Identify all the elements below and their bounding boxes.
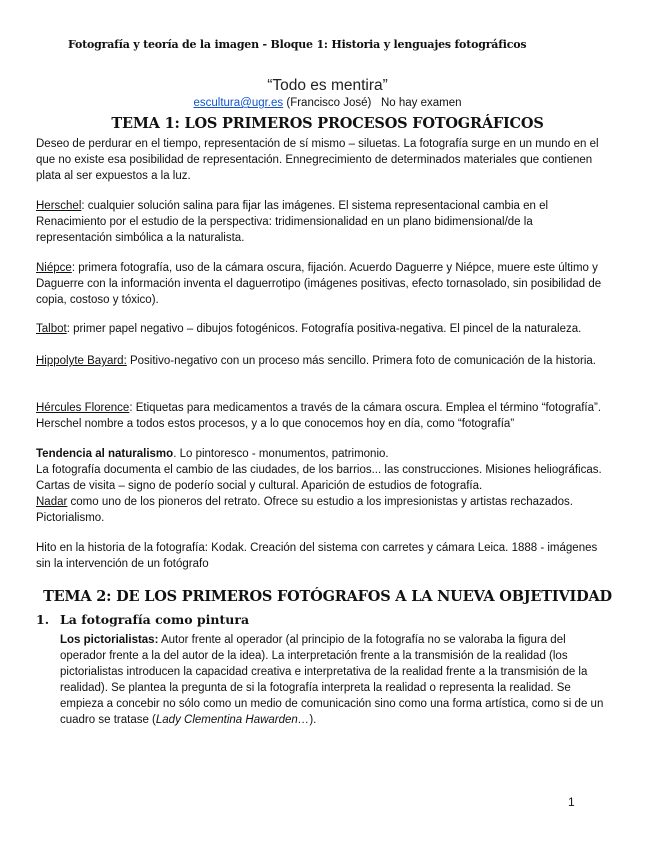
pictorialistas-label: Los pictorialistas:	[60, 634, 159, 646]
tema1-heading: TEMA 1: LOS PRIMEROS PROCESOS FOTOGRÁFICOS	[111, 115, 544, 132]
paragraph-florence	[36, 400, 606, 432]
email-link[interactable]: escultura@ugr.es	[193, 97, 284, 109]
section-number: 1.	[36, 612, 50, 627]
talbot-text: : primer papel negativo – dibujos fotogénicos. Fotografía positiva-negativa. El pincel de la naturaleza.	[66, 323, 582, 335]
section-title: La fotografía como pintura	[60, 612, 250, 627]
florence-text: : Etiquetas para medicamentos a través de la cámara oscura. Emplea el término “fotografía”. Herschel nombre a todos estos procesos, y a lo que conocemos hoy en día, como “fotografía”	[36, 402, 602, 430]
header-title: Fotografía y teoría de la imagen - Bloque 1: Historia y lenguajes fotográficos	[68, 38, 527, 51]
naturalismo-line3: como uno de los pioneros del retrato. Ofrece su estudio a los impresionistas y artistas rechazados. Pictorialismo.	[36, 496, 573, 524]
herschel-text: : cualquier solución salina para fijar las imágenes. El sistema representacional cambia en el Renacimiento por el estudio de la perspectiva: tridimensionalidad en un plano bidimensional/de la representación simbólica a la naturalista.	[36, 200, 549, 244]
pictorialistas-text: Autor frente al operador (al principio de la fotografía no se valoraba la figura del operador frente a la del autor de la idea). La interpretación frente a la transmisión de la realidad (los pictorialistas introducen la capacidad creativa e interpretativa de la realidad frente a la transmisión de la realidad). Se plantea la pregunta de si la fotografía interpreta la realidad o representa la realidad. Se empieza a concebir no sólo como un medio de comunicación sino como una forma artística, como si de un cuadro se tratase (	[60, 634, 604, 726]
pictorialistas-italic: Lady Clementina Hawarden…	[155, 714, 310, 726]
herschel-name: Herschel	[36, 200, 82, 212]
bayard-text: Positivo-negativo con un proceso más sencillo. Primera foto de comunicación de la historia.	[126, 355, 596, 367]
tema1-intro: Deseo de perdurar en el tiempo, representación de sí mismo – siluetas. La fotografía surge en un mundo en el que no existe esa posibilidad de representación. Ennegrecimiento de determinados materiales que contienen plata al ser expuestos a la luz.	[36, 138, 599, 182]
niepce-name: Niépce	[36, 262, 72, 274]
paragraph-bayard	[36, 353, 606, 369]
paragraph-naturalismo	[36, 446, 606, 526]
pictorialistas-end: ).	[309, 714, 317, 726]
naturalismo-bold: Tendencia al naturalismo	[36, 448, 174, 460]
bayard-name: Hippolyte Bayard:	[36, 355, 127, 367]
niepce-text: : primera fotografía, uso de la cámara oscura, fijación. Acuerdo Daguerre y Niépce, muere este último y Daguerre con la información inventa el daguerrotipo (imágenes positivas, efecto tornasolado, sin posibilidad de copia, costoso y tóxico).	[36, 262, 602, 306]
exam-note: No hay examen	[380, 97, 462, 109]
paragraph-talbot	[36, 321, 606, 337]
florence-name: Hércules Florence	[36, 402, 130, 414]
contact-name: (Francisco José)	[286, 97, 372, 109]
quote-title: “Todo es mentira”	[267, 77, 388, 94]
contact-line	[0, 97, 655, 109]
paragraph-hito: Hito en la historia de la fotografía: Kodak. Creación del sistema con carretes y cámara Leica. 1888 - imágenes sin la intervención de un fotógrafo	[36, 542, 598, 570]
tema2-heading: TEMA 2: DE LOS PRIMEROS FOTÓGRAFOS A LA NUEVA OBJETIVIDAD	[43, 588, 612, 605]
paragraph-niepce	[36, 260, 606, 308]
paragraph-pictorialistas	[60, 632, 605, 728]
section-heading	[36, 612, 249, 627]
nadar-name: Nadar	[36, 496, 68, 508]
talbot-name: Talbot	[36, 323, 67, 335]
paragraph-herschel	[36, 198, 606, 246]
page-number: 1	[568, 795, 575, 809]
naturalismo-line1: . Lo pintoresco - monumentos, patrimonio.	[173, 448, 389, 460]
naturalismo-line2: La fotografía documenta el cambio de las ciudades, de los barrios... las construcciones. Misiones heliográficas. Cartas de visita – signo de poderío social y cultural. Aparición de estudios de fotografía.	[36, 464, 602, 492]
